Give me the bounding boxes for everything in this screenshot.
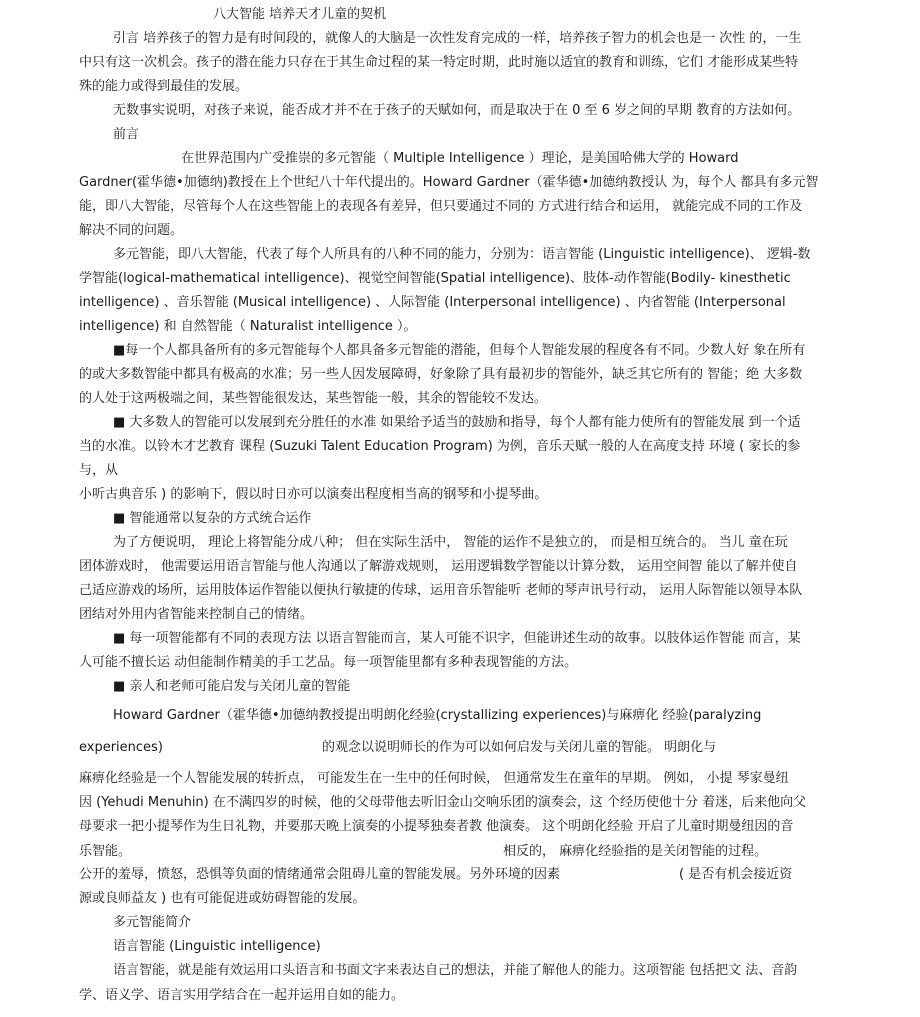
paragraph-line: intelligence) 和 自然智能（ Naturalist intelligence ）。 bbox=[79, 319, 417, 334]
paragraph-line: 殊的能力或得到最佳的发展。 bbox=[79, 79, 249, 94]
paragraph-line: 引言 培养孩子的智力是有时间段的，就像人的大脑是一次性发育完成的一样，培养孩子智力的机会也是一 次性 的，一生 bbox=[113, 31, 802, 46]
paragraph-line: ( 是否有机会接近资 bbox=[679, 867, 793, 882]
paragraph-line: 小听古典音乐 ) 的影响下，假以时日亦可以演奏出程度相当高的钢琴和小提琴曲。 bbox=[79, 487, 548, 502]
section-heading: 多元智能简介 bbox=[113, 915, 192, 930]
paragraph-line: 乐智能。 bbox=[79, 844, 132, 859]
paragraph-line: Howard Gardner（霍华德•加德纳教授提出明朗化经验(crystallizing experiences)与麻痹化 经验(paralyzing bbox=[113, 708, 762, 723]
paragraph-line: 相反的， 麻痹化经验指的是关闭智能的过程。 bbox=[503, 844, 768, 859]
paragraph-line: 语言智能，就是能有效运用口头语言和书面文字来表达自己的想法，并能了解他人的能力。这项智能 包括把文 法、音韵 bbox=[113, 963, 798, 978]
paragraph-line: 麻痹化经验是一个人智能发展的转折点， 可能发生在一生中的任何时候， 但通常发生在童年的早期。 例如， 小提 琴家曼纽 bbox=[79, 771, 789, 786]
paragraph-line: 的观念以说明师长的作为可以如何启发与关闭儿童的智能。 明朗化与 bbox=[322, 740, 717, 755]
paragraph-line: 团体游戏时， 他需要运用语言智能与他人沟通以了解游戏规则， 运用逻辑数学智能以计算分数， 运用空间智 能以了解并使自 bbox=[79, 559, 798, 574]
bullet-line: ■每一个人都具备所有的多元智能每个人都具备多元智能的潜能，但每个人智能发展的程度各有不同。少数人好 象在所有 bbox=[113, 343, 806, 358]
paragraph-line: 能，即八大智能，尽管每个人在这些智能上的表现各有差异，但只要通过不同的 方式进行结合和运用， 就能完成不同的工作及 bbox=[79, 199, 803, 214]
paragraph-line: 当的水准。以铃木才艺教育 课程 (Suzuki Talent Education Program) 为例，音乐天赋一般的人在高度支持 环境 ( 家长的参 bbox=[79, 439, 801, 454]
paragraph-line: 公开的羞辱，愤怒，恐惧等负面的情绪通常会阻碍儿童的智能发展。另外环境的因素 bbox=[79, 867, 561, 882]
paragraph-line: experiences) bbox=[79, 740, 163, 755]
paragraph-line: 己适应游戏的场所，运用肢体运作智能以便执行敏捷的传球，运用音乐智能听 老师的琴声讯号行动， 运用人际智能以领导本队 bbox=[79, 583, 803, 598]
paragraph-line: 学智能(logical-mathematical intelligence)、视觉空间智能(Spatial intelligence)、肢体-动作智能(Bodily- kinesthetic bbox=[79, 271, 791, 286]
subsection-heading: 语言智能 (Linguistic intelligence) bbox=[113, 939, 321, 954]
paragraph-line: 无数事实说明，对孩子来说，能否成才并不在于孩子的天赋如何，而是取决于在 0 至 6 岁之间的早期 教育的方法如何。 bbox=[113, 103, 801, 118]
paragraph-line: intelligence) 、音乐智能 (Musical intelligence) 、人际智能 (Interpersonal intelligence) 、内省智能 (Interpersonal bbox=[79, 295, 786, 310]
bullet-line: ■ 智能通常以复杂的方式统合运作 bbox=[113, 511, 312, 526]
paragraph-line: 的或大多数智能中都具有极高的水准；另一些人因发展障碍，好象除了具有最初步的智能外，缺乏其它所有的 智能；绝 大多数 bbox=[79, 367, 803, 382]
paragraph-line: 人可能不擅长运 动但能制作精美的手工艺品。每一项智能里都有多种表现智能的方法。 bbox=[79, 655, 578, 670]
bullet-line: ■ 每一项智能都有不同的表现方法 以语言智能而言，某人可能不识字，但能讲述生动的故事。以肢体运作智能 而言，某 bbox=[113, 631, 801, 646]
bullet-line: ■ 亲人和老师可能启发与关闭儿童的智能 bbox=[113, 679, 351, 694]
paragraph-line: 母要求一把小提琴作为生日礼物，并要那天晚上演奏的小提琴独奏者教 他演奏。 这个明朗化经验 开启了儿童时期曼纽因的音 bbox=[79, 819, 794, 834]
paragraph-line: Gardner(霍华德•加德纳)教授在上个世纪八十年代提出的。Howard Gardner（霍华德•加德纳教授认 为，每个人 都具有多元智 bbox=[79, 175, 819, 190]
paragraph-line: 与，从 bbox=[79, 463, 119, 478]
paragraph-line: 多元智能，即八大智能，代表了每个人所具有的八种不同的能力，分别为：语言智能 (Linguistic intelligence)、 逻辑-数 bbox=[113, 247, 811, 262]
paragraph-line: 在世界范围内广受推崇的多元智能（ Multiple Intelligence ）理论，是美国哈佛大学的 Howard bbox=[181, 151, 739, 166]
section-heading: 前言 bbox=[113, 127, 140, 142]
bullet-line: ■ 大多数人的智能可以发展到充分胜任的水准 如果给予适当的鼓励和指导，每个人都有能力使所有的智能发展 到一个适 bbox=[113, 415, 801, 430]
paragraph-line: 解决不同的问题。 bbox=[79, 223, 184, 238]
paragraph-line: 因 (Yehudi Menuhin) 在不满四岁的时候，他的父母带他去听旧金山交响乐团的演奏会，这 个经历使他十分 着迷，后来他向父 bbox=[79, 795, 807, 810]
paragraph-line: 学、语义学、语言实用学结合在一起并运用自如的能力。 bbox=[79, 988, 405, 1003]
document-title: 八大智能 培养天才儿童的契机 bbox=[213, 7, 387, 22]
paragraph-line: 中只有这一次机会。孩子的潜在能力只存在于其生命过程的某一特定时期，此时施以适宜的教育和训练，它们 才能形成某些特 bbox=[79, 55, 799, 70]
paragraph-line: 团结对外用内省智能来控制自己的情绪。 bbox=[79, 607, 314, 622]
paragraph-line: 的人处于这两极端之间，某些智能很发达，某些智能一般，其余的智能较不发达。 bbox=[79, 391, 548, 406]
paragraph-line: 源或良师益友 ) 也有可能促进或妨碍智能的发展。 bbox=[79, 891, 366, 906]
paragraph-line: 为了方便说明， 理论上将智能分成八种； 但在实际生活中， 智能的运作不是独立的， 而是相互统合的。 当儿 童在玩 bbox=[113, 535, 788, 550]
